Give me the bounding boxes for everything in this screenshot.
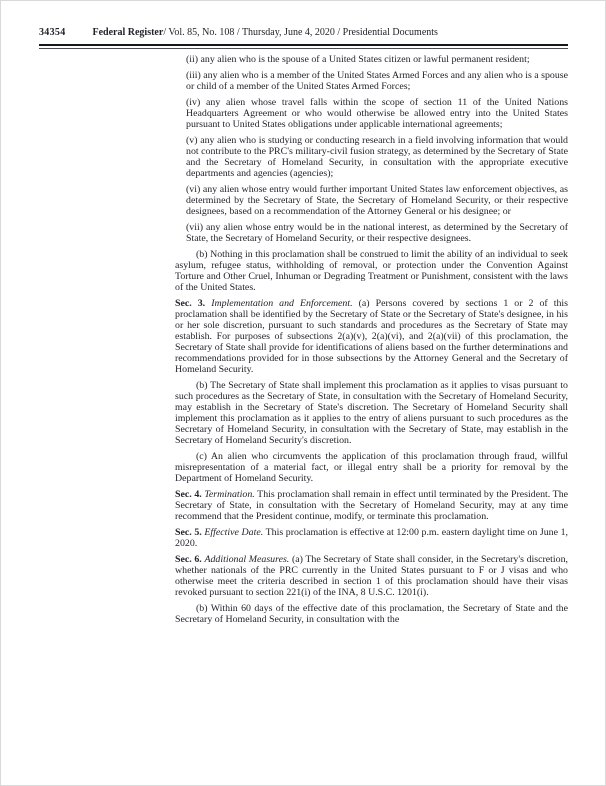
document-paragraph — [175, 249, 568, 293]
header-double-rule — [39, 44, 568, 49]
paragraph-text: (a) Persons covered by sections 1 or 2 of this proclamation shall be identified by the Secretary of State or the Secretary of State's designee, in his or her sole discretion, pursuant to such standards and procedures as the Secretary of State may establish. For purposes of subsections 2(a)(v), 2(a)(vi), and 2(a)(vii) of this proclamation, the Secretary of State shall provide for identifications of aliens based on the further determinations and recommendations provided for in those subsections by the Attorney General and the Secretary of Homeland Security. — [175, 298, 569, 375]
document-paragraph — [175, 451, 568, 484]
section-label: Sec. 3. — [175, 298, 206, 309]
paragraph-text: (b) The Secretary of State shall implement this proclamation as it applies to visas pursuant to such procedures as the Secretary of State, in consultation with the Secretary of Homeland Security, may establish in the Secretary of State's discretion. The Secretary of Homeland Security shall implement this proclamation as it applies to the entry of aliens pursuant to such procedures as the Secretary of Homeland Security, in consultation with the Secretary of State, may establish in the Secretary of Homeland Security's discretion. — [175, 380, 568, 446]
document-paragraph — [175, 298, 568, 375]
document-paragraph — [186, 97, 568, 130]
paragraph-text: This proclamation is effective at 12:00 p.m. eastern daylight time on June 1, 2020. — [175, 527, 569, 549]
section-label: Sec. 4. — [175, 489, 202, 500]
document-paragraph — [186, 184, 568, 217]
page-number: 34354 — [39, 27, 66, 38]
document-paragraph — [175, 489, 568, 522]
section-title: Termination. — [204, 489, 255, 500]
paragraph-text: (v) any alien who is studying or conducting research in a field involving information that would not contribute to the PRC's military-civil fusion strategy, as determined by the Secretary of State and the Secretary of Homeland Security, in consultation with the appropriate executive departments and agencies (agencies); — [186, 135, 568, 179]
document-paragraph — [175, 527, 568, 549]
section-title: Effective Date. — [204, 527, 264, 538]
document-paragraph — [186, 135, 568, 179]
document-paragraph — [175, 554, 568, 598]
paragraph-text: (c) An alien who circumvents the application of this proclamation through fraud, willful misrepresentation of a material fact, or illegal entry shall be a priority for removal by the Department of Homeland Security. — [175, 451, 568, 484]
running-header — [39, 27, 566, 39]
section-label: Sec. 6. — [175, 554, 202, 565]
document-paragraph — [186, 222, 568, 244]
paragraph-text: (a) The Secretary of State shall consider, in the Secretary's discretion, whether nationals of the PRC currently in the United States pursuant to F or J visas and who otherwise meet the criteria described in section 1 of this proclamation should have their visas revoked pursuant to section 221(i) of the INA, 8 U.S.C. 1201(i). — [175, 554, 569, 598]
paragraph-text: (vii) any alien whose entry would be in the national interest, as determined by the Secretary of State, the Secretary of Homeland Security, or their respective designees. — [186, 222, 568, 244]
document-paragraph — [175, 380, 568, 446]
paragraph-text: (iii) any alien who is a member of the United States Armed Forces and any alien who is a spouse or child of a member of the United States Armed Forces; — [186, 70, 569, 92]
section-label: Sec. 5. — [175, 527, 202, 538]
paragraph-text: (b) Within 60 days of the effective date of this proclamation, the Secretary of State and the Secretary of Homeland Security, in consultation with the — [175, 603, 568, 625]
paragraph-text: (iv) any alien whose travel falls within the scope of section 11 of the United Nations Headquarters Agreement or who would otherwise be allowed entry into the United States pursuant to United States obligations under applicable international agreements; — [186, 97, 568, 130]
document-paragraph — [186, 54, 568, 65]
paragraph-text: (b) Nothing in this proclamation shall be construed to limit the ability of an individual to seek asylum, refugee status, withholding of removal, or protection under the Convention Against Torture and Other Cruel, Inhuman or Degrading Treatment or Punishment, consistent with the laws of the United States. — [175, 249, 568, 293]
document-body — [175, 54, 568, 630]
publication-name: Federal Register — [92, 27, 164, 38]
section-title: Implementation and Enforcement. — [211, 298, 353, 309]
paragraph-text: (vi) any alien whose entry would further important United States law enforcement objectives, as determined by the Secretary of State, the Secretary of Homeland Security, or their respective designees, based on a recommendation of the Attorney General or his designee; or — [186, 184, 568, 217]
paragraph-text: (ii) any alien who is the spouse of a United States citizen or lawful permanent resident; — [186, 54, 530, 65]
document-paragraph — [186, 70, 568, 92]
document-paragraph — [175, 603, 568, 625]
paragraph-text: This proclamation shall remain in effect until terminated by the President. The Secretary of State, in consultation with the Secretary of Homeland Security, may at any time recommend that the President continue, modify, or terminate this proclamation. — [175, 489, 569, 522]
section-title: Additional Measures. — [204, 554, 290, 565]
issue-info: / Vol. 85, No. 108 / Thursday, June 4, 2020 / Presidential Documents — [163, 27, 438, 38]
